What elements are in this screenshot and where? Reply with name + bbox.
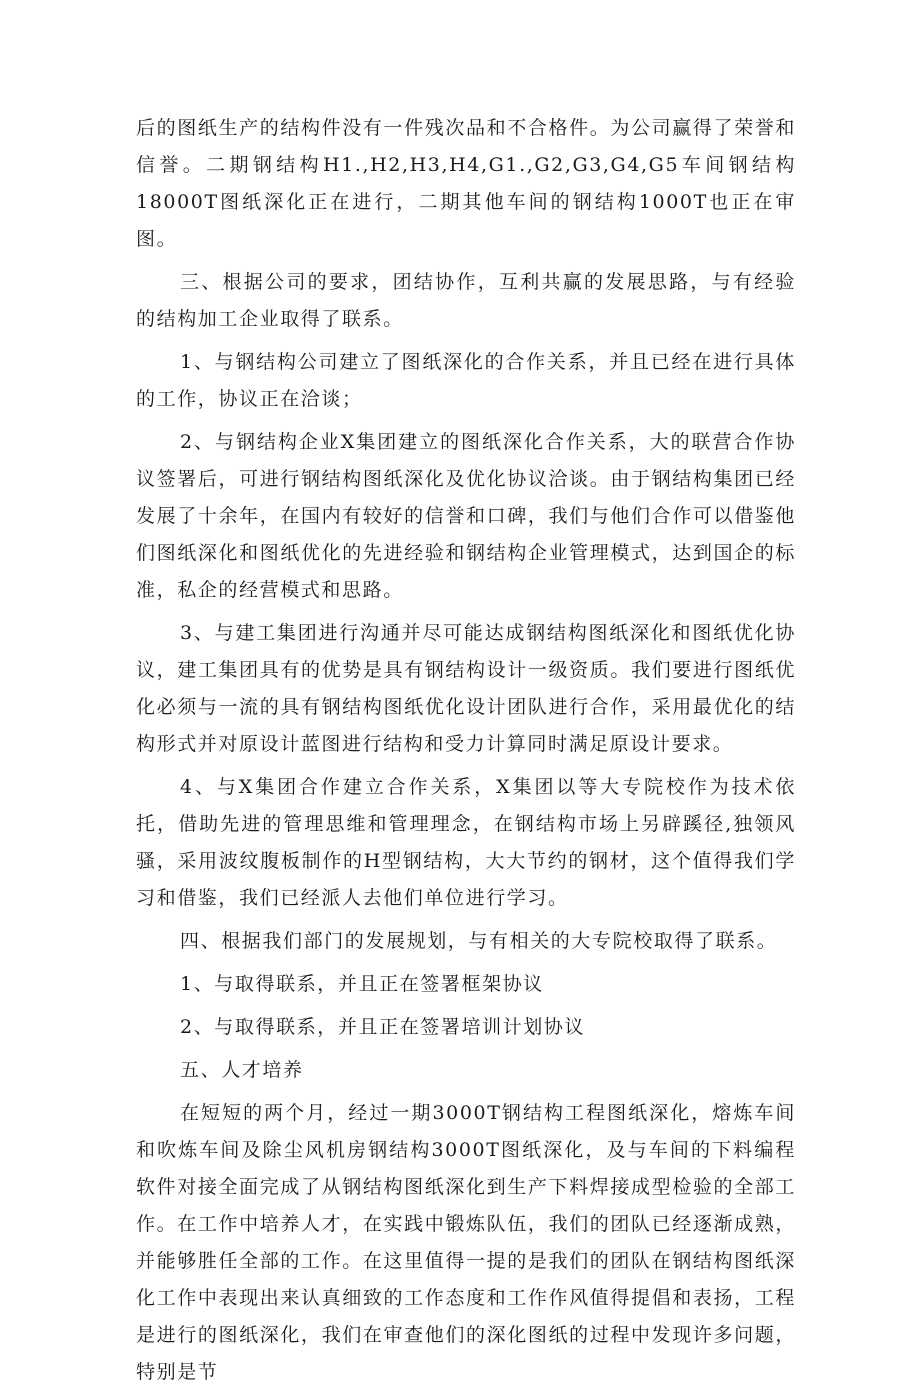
paragraph-talent-training: 在短短的两个月，经过一期3000T钢结构工程图纸深化，熔炼车间和吹炼车间及除尘风机房钢结构3000T图纸深化，及与车间的下料编程软件对接全面完成了从钢结构图纸深化到生产下料焊接成型检验的全部工作。在工作中培养人才，在实践中锻炼队伍，我们的团队已经逐渐成熟，并能够胜任全部的工作。在这里值得一提的是我们的团队在钢结构图纸深化工作中表现出来认真细致的工作态度和工作作风值得提倡和表扬，工程是进行的图纸深化，我们在审查他们的深化图纸的过程中发现许多问题，特别是节 bbox=[136, 1102, 796, 1383]
document-body bbox=[136, 110, 796, 1391]
paragraph-section-four: 四、根据我们部门的发展规划，与有相关的大专院校取得了联系。 bbox=[180, 930, 778, 952]
paragraph-item-2: 2、与钢结构企业X集团建立的图纸深化合作关系，大的联营合作协议签署后，可进行钢结构图纸深化及优化协议洽谈。由于钢结构集团已经发展了十余年，在国内有较好的信誉和口碑，我们与他们合作可以借鉴他们图纸深化和图纸优化的先进经验和钢结构企业管理模式，达到国企的标准，私企的经营模式和思路。 bbox=[136, 431, 796, 601]
paragraph-item-1: 1、与钢结构公司建立了图纸深化的合作关系，并且已经在进行具体的工作，协议正在洽谈； bbox=[136, 351, 796, 410]
paragraph-section-three: 三、根据公司的要求，团结协作，互利共赢的发展思路，与有经验的结构加工企业取得了联系。 bbox=[136, 271, 796, 330]
paragraph-section-four-item-1: 1、与取得联系，并且正在签署框架协议 bbox=[180, 973, 544, 995]
paragraph-item-3: 3、与建工集团进行沟通并尽可能达成钢结构图纸深化和图纸优化协议，建工集团具有的优势是具有钢结构设计一级资质。我们要进行图纸优化必须与一流的具有钢结构图纸优化设计团队进行合作，采用最优化的结构形式并对原设计蓝图进行结构和受力计算同时满足原设计要求。 bbox=[136, 622, 796, 755]
paragraph-section-five-heading: 五、人才培养 bbox=[180, 1059, 304, 1081]
paragraph-continuation: 后的图纸生产的结构件没有一件残次品和不合格件。为公司赢得了荣誉和信誉。二期钢结构H1.,H2,H3,H4,G1.,G2,G3,G4,G5车间钢结构18000T图纸深化正在进行，二期其他车间的钢结构1000T也正在审图。 bbox=[136, 117, 796, 250]
paragraph-item-4: 4、与X集团合作建立合作关系，X集团以等大专院校作为技术依托，借助先进的管理思维和管理理念，在钢结构市场上另辟蹊径,独领风骚，采用波纹腹板制作的H型钢结构，大大节约的钢材，这个值得我们学习和借鉴，我们已经派人去他们单位进行学习。 bbox=[136, 776, 796, 909]
paragraph-section-four-item-2: 2、与取得联系，并且正在签署培训计划协议 bbox=[180, 1016, 586, 1038]
